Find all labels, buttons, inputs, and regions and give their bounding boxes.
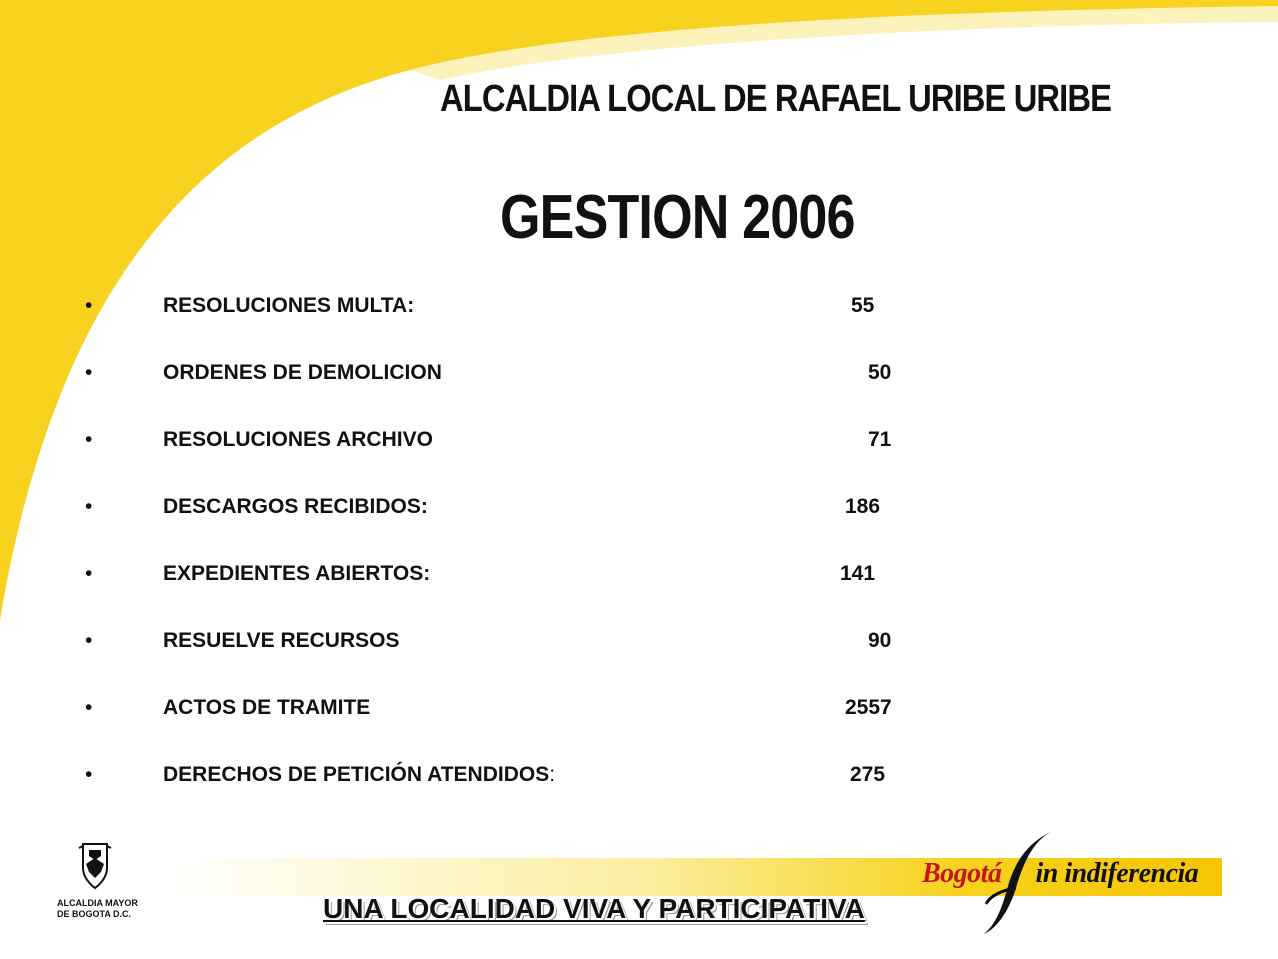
emblem-caption: ALCALDIA MAYOR DE BOGOTA D.C. [57, 898, 138, 919]
bullet-icon: • [85, 696, 93, 719]
item-label: ORDENES DE DEMOLICION [163, 361, 442, 384]
bullet-icon: • [85, 428, 93, 451]
bogota-sin-indiferencia-logo: Bogotá in indiferencia [922, 858, 1199, 889]
organization-header: ALCALDIA LOCAL DE RAFAEL URIBE URIBE [440, 78, 1112, 120]
item-label: DERECHOS DE PETICIÓN ATENDIDOS: [163, 763, 556, 786]
item-label: DESCARGOS RECIBIDOS: [163, 495, 428, 518]
bullet-icon: • [85, 763, 93, 786]
item-value: 141 [840, 562, 876, 585]
item-label: EXPEDIENTES ABIERTOS: [163, 562, 431, 585]
bullet-icon: • [85, 361, 93, 384]
item-label: ACTOS DE TRAMITE [163, 696, 371, 719]
item-label: RESOLUCIONES MULTA: [163, 294, 415, 317]
bullet-icon: • [85, 562, 93, 585]
item-value: 90 [868, 629, 892, 652]
page-title: GESTION 2006 [500, 183, 855, 252]
bullet-icon: • [85, 495, 93, 518]
bullet-icon: • [85, 629, 93, 652]
item-label: RESUELVE RECURSOS [163, 629, 400, 652]
item-value: 55 [851, 294, 875, 317]
bullet-icon: • [85, 294, 93, 317]
item-value: 275 [850, 763, 886, 786]
item-value: 50 [868, 361, 892, 384]
item-value: 2557 [845, 696, 892, 719]
motto-text: UNA LOCALIDAD VIVA Y PARTICIPATIVA [323, 893, 865, 924]
item-value: 71 [868, 428, 892, 451]
item-value: 186 [845, 495, 881, 518]
item-label: RESOLUCIONES ARCHIVO [163, 428, 433, 451]
